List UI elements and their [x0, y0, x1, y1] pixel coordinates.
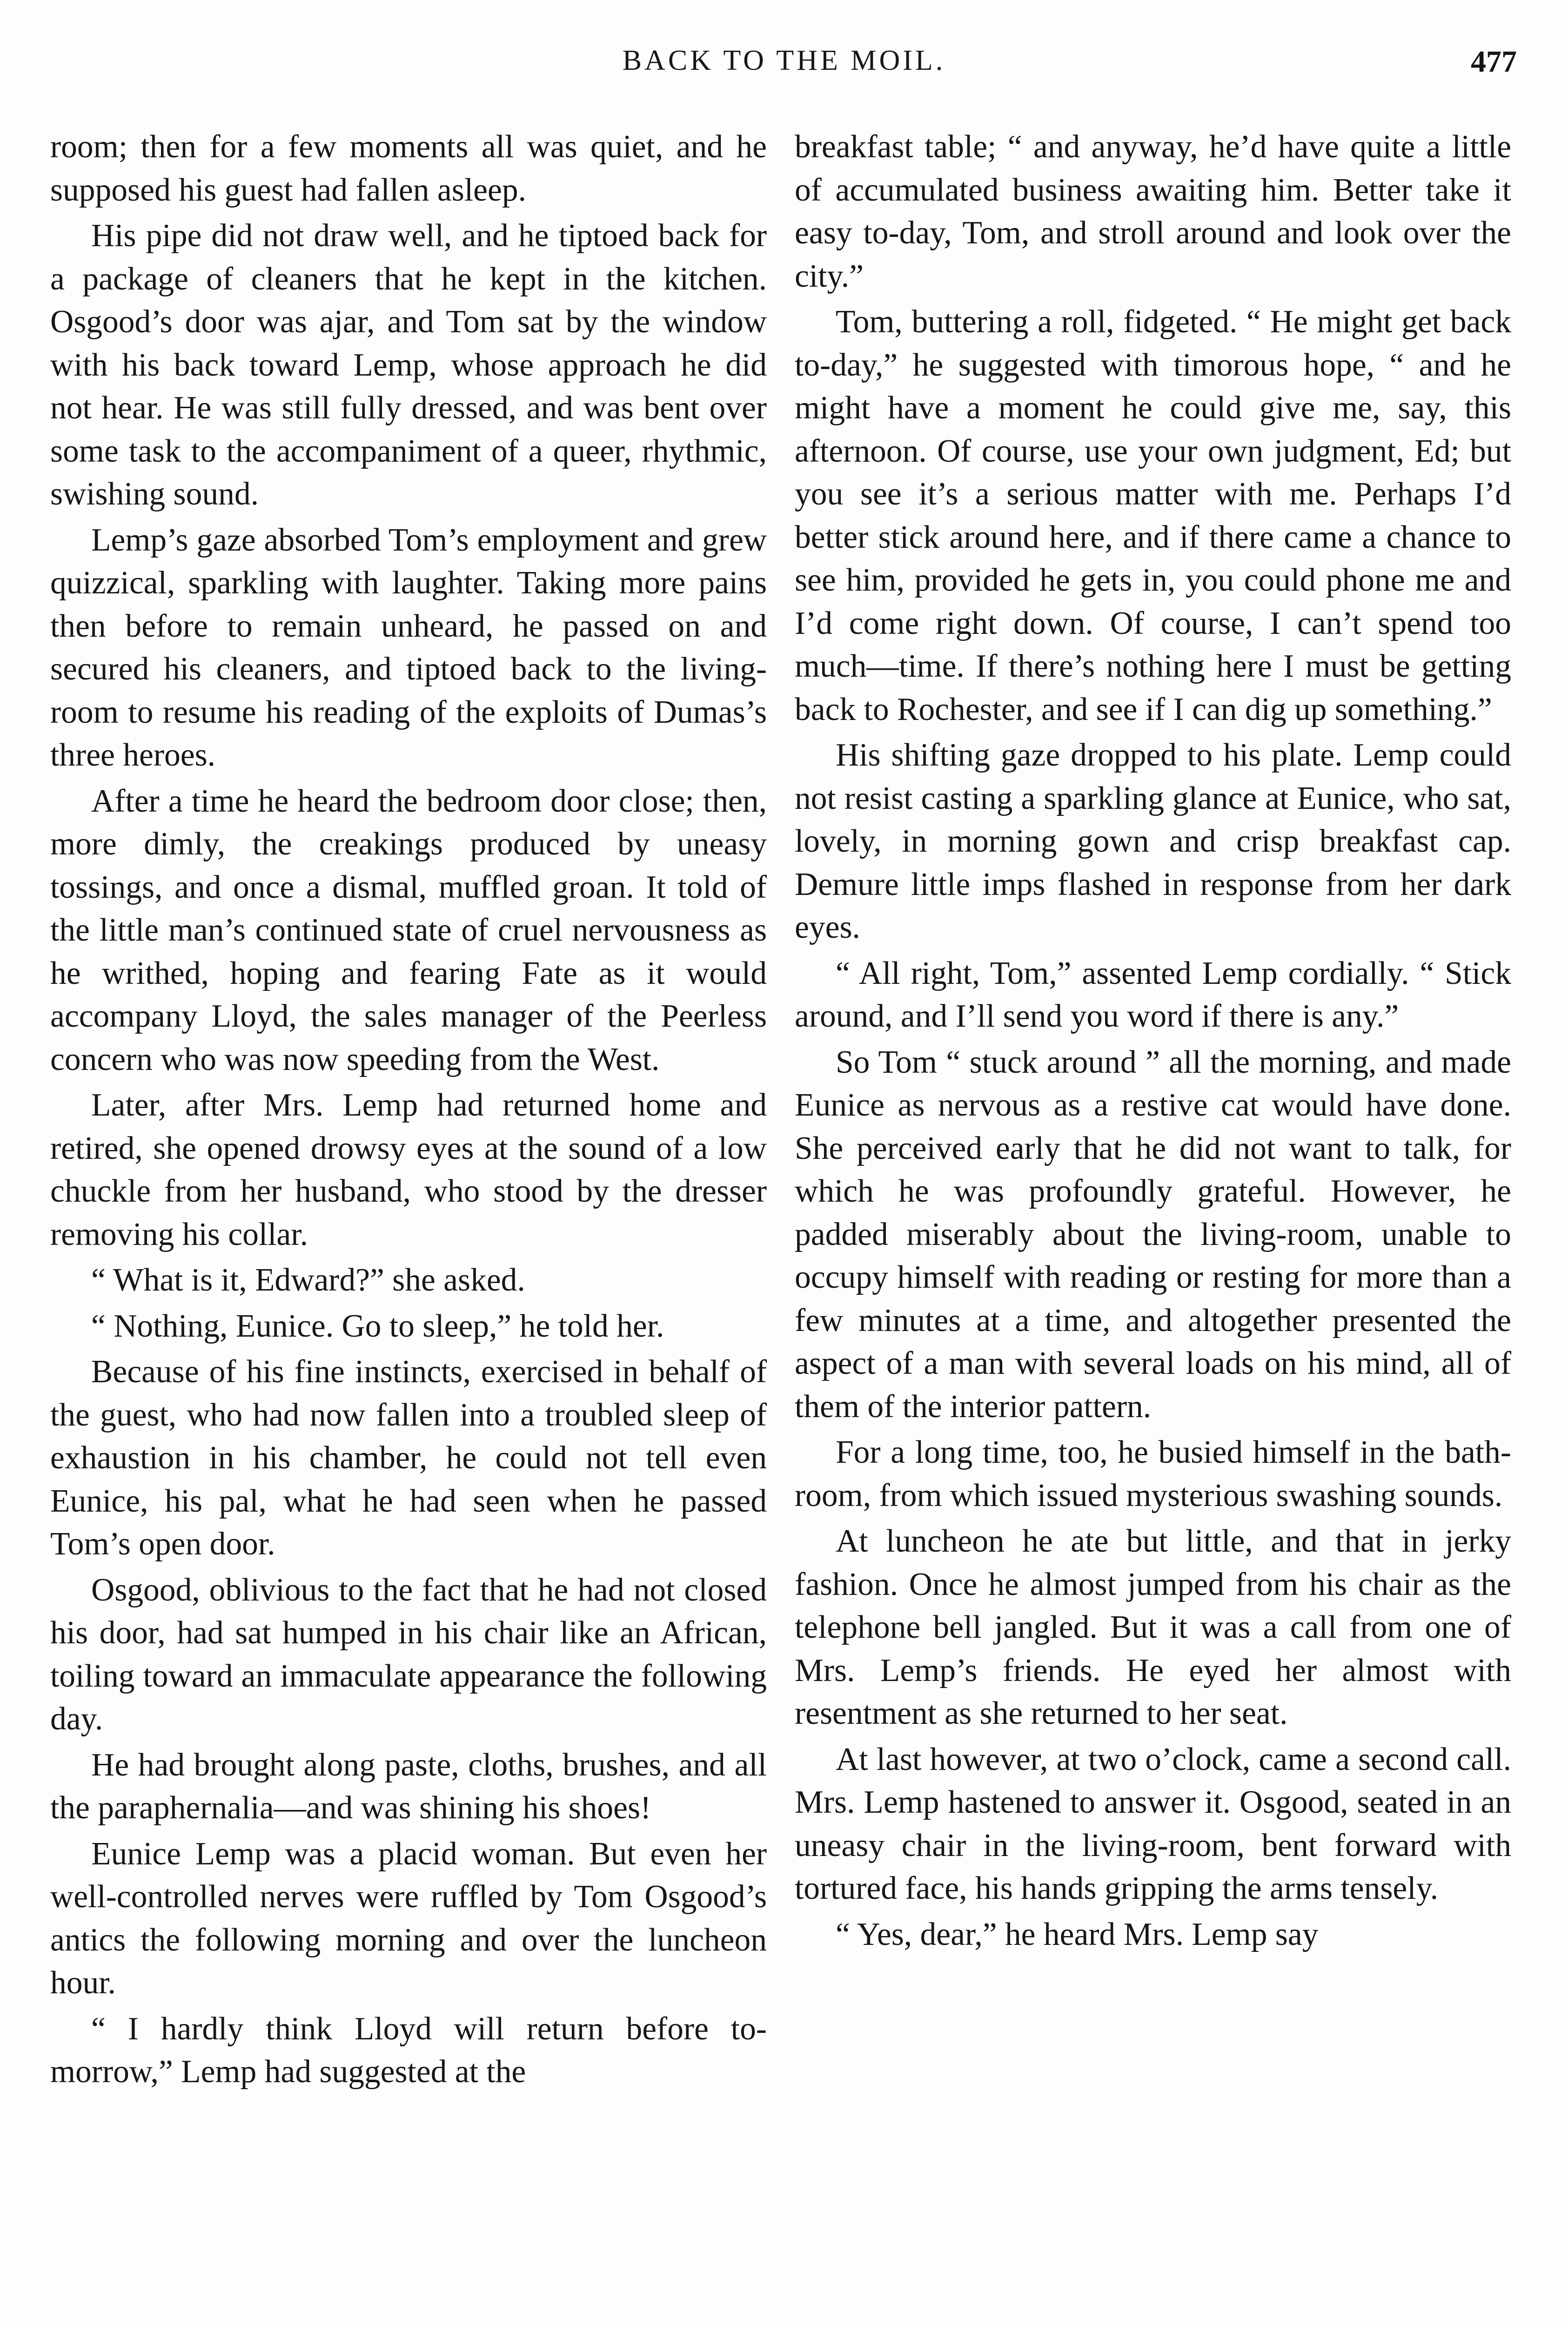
- paragraph: At luncheon he ate but little, and that in jerky fashion. Once he almost jumped from his chair as the telephone bell jangled. But it was a call from one of Mrs. Lemp’s friends. He eyed her almost with resentment as she returned to her seat.: [795, 1523, 1511, 1731]
- paragraph: Eunice Lemp was a placid woman. But even her well-controlled nerves were ruffled by Tom Osgood’s antics the following morning and over the luncheon hour.: [50, 1836, 767, 2001]
- paragraph: So Tom “ stuck around ” all the morning, and made Eunice as nervous as a restive cat would have done. She perceived early that he did not want to talk, for which he was profoundly grateful. However, he padded miserably about the living-room, unable to occupy himself with reading or resting for more than a few minutes at a time, and altogether presented the aspect of a man with several loads on his mind, all of them of the interior pattern.: [795, 1044, 1511, 1425]
- running-head: BACK TO THE MOIL.: [622, 45, 946, 76]
- paragraph: “ What is it, Edward?” she asked.: [91, 1262, 525, 1298]
- paragraph: He had brought along paste, cloths, brushes, and all the paraphernalia—and was shining his shoes!: [50, 1747, 767, 1826]
- paragraph: Tom, buttering a roll, fidgeted. “ He might get back to-day,” he suggested with timorous hope, “ and he might have a moment he could give me, say, this afternoon. Of course, use your own judgment, Ed; but you see it’s a serious matter with me. Perhaps I’d better stick around here, and if there came a chance to see him, provided he gets in, you could phone me and I’d come right down. Of course, I can’t spend too much—time. If there’s nothing here I must be getting back to Rochester, and see if I can dig up something.”: [795, 304, 1511, 727]
- paragraph: Osgood, oblivious to the fact that he had not closed his door, had sat humped in his chair like an African, toiling toward an immaculate appearance the following day.: [50, 1572, 767, 1737]
- paragraph: His shifting gaze dropped to his plate. Lemp could not resist casting a sparkling glance at Eunice, who sat, lovely, in morning gown and crisp breakfast cap. Demure little imps flashed in response from her dark eyes.: [795, 737, 1511, 945]
- paragraph: “ Nothing, Eunice. Go to sleep,” he told her.: [91, 1308, 664, 1344]
- left-column: [50, 126, 767, 2327]
- paragraph: His pipe did not draw well, and he tiptoed back for a package of cleaners that he kept in the kitchen. Osgood’s door was ajar, and Tom sat by the window with his back toward Lemp, whose approach he did not hear. He was still fully dressed, and was bent over some task to the accompaniment of a queer, rhythmic, swishing sound.: [50, 218, 767, 512]
- text-columns: [50, 126, 1511, 2327]
- paragraph: Later, after Mrs. Lemp had returned home and retired, she opened drowsy eyes at the sound of a low chuckle from her husband, who stood by the dresser removing his collar.: [50, 1087, 767, 1252]
- right-column: [795, 126, 1511, 2327]
- page-header: [51, 44, 1517, 86]
- paragraph: breakfast table; “ and anyway, he’d have quite a little of accumulated business awaiting him. Better take it easy to-day, Tom, and stroll around and look over the city.”: [795, 129, 1511, 294]
- paragraph: For a long time, too, he busied himself in the bath-room, from which issued mysterious swashing sounds.: [795, 1434, 1511, 1513]
- paragraph: room; then for a few moments all was quiet, and he supposed his guest had fallen asleep.: [50, 129, 767, 208]
- paragraph: Because of his fine instincts, exercised in behalf of the guest, who had now fallen into a troubled sleep of exhaustion in his chamber, he could not tell even Eunice, his pal, what he had seen when he passed Tom’s open door.: [50, 1354, 767, 1562]
- paragraph: “ All right, Tom,” assented Lemp cordially. “ Stick around, and I’ll send you word if there is any.”: [795, 955, 1511, 1034]
- paragraph: “ Yes, dear,” he heard Mrs. Lemp say: [836, 1916, 1319, 1952]
- paragraph: After a time he heard the bedroom door close; then, more dimly, the creakings produced by uneasy tossings, and once a dismal, muffled groan. It told of the little man’s continued state of cruel nervousness as he writhed, hoping and fearing Fate as it would accompany Lloyd, the sales manager of the Peerless concern who was now speeding from the West.: [50, 783, 767, 1077]
- paragraph: Lemp’s gaze absorbed Tom’s employment and grew quizzical, sparkling with laughter. Taking more pains then before to remain unheard, he passed on and secured his cleaners, and tiptoed back to the living-room to resume his reading of the exploits of Dumas’s three heroes.: [50, 522, 767, 773]
- page-number: 477: [1471, 45, 1517, 79]
- paragraph: At last however, at two o’clock, came a second call. Mrs. Lemp hastened to answer it. Osgood, seated in an uneasy chair in the living-room, bent forward with tortured face, his hands gripping the arms tensely.: [795, 1741, 1511, 1906]
- paragraph: “ I hardly think Lloyd will return before to-morrow,” Lemp had suggested at the: [50, 2011, 767, 2090]
